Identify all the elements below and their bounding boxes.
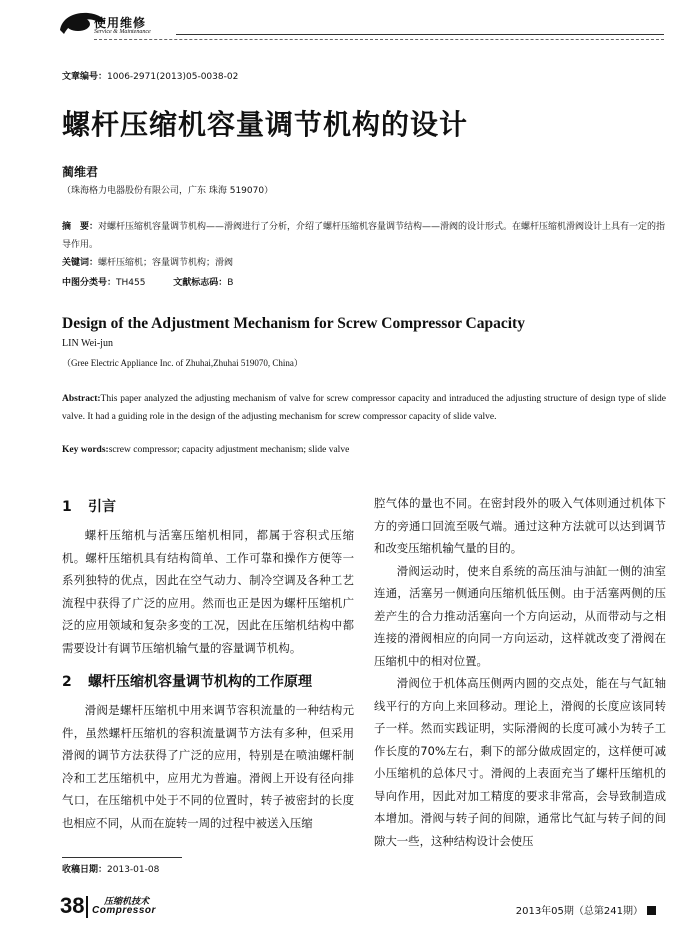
page-number: 38 <box>60 893 85 918</box>
body-column-left <box>62 492 354 834</box>
article-number: 文章编号：1006-2971(2013)05-0038-02 <box>62 72 239 82</box>
journal-logo-cn: 压缩机技术 <box>104 897 150 907</box>
paper-title-en: Design of the Adjustment Mechanism for Screw Compressor Capacity <box>62 315 525 332</box>
abstract-cn: 摘 要：对螺杆压缩机容量调节机构——滑阀进行了分析，介绍了螺杆压缩机容量调节结构——滑阀的设计形式。在螺杆压缩机滑阀设计上具有一定的指导作用。 <box>62 222 666 250</box>
section-2-paragraph-3: 滑阀位于机体高压侧两内圆的交点处，能在与气缸轴线平行的方向上来回移动。理论上，滑阀的长度应该同转子一样。然而实践证明，实际滑阀的长度可减小为转子工作长度的70%左右，剩下的部分做成固定的，这样便可减小压缩机的总体尺寸。滑阀的上表面充当了螺杆压缩机的导向作用，因此对加工精度的要求非常高，会导致制造成本增加。滑阀与转子间的间隙，通常比气缸与转子间的间隙大一些，这种结构设计会使压 <box>374 676 666 848</box>
column-title-cn: 使用维修 <box>94 16 147 30</box>
header-rule <box>176 34 664 35</box>
footer-separator <box>86 896 88 918</box>
keywords-cn: 关键词：螺杆压缩机；容量调节机构；滑阀 <box>62 258 234 268</box>
received-date: 收稿日期：2013-01-08 <box>62 865 160 875</box>
journal-logo-en: Compressor <box>92 905 156 916</box>
author-en: LIN Wei-jun <box>62 338 113 349</box>
column-title-en: Service & Maintenance <box>94 29 151 35</box>
footnote-rule <box>62 857 182 858</box>
abstract-en: Abstract:This paper analyzed the adjusting mechanism of valve for screw compressor capacity and intraduced the adjusting structure of design type of slide valve. It had a guiding role in the design of the adjusting mechanism for screw compressor capacity of slide valve. <box>62 394 666 422</box>
end-square-icon <box>647 906 656 915</box>
header-rule-dashed <box>94 39 664 40</box>
author-cn: 蔺维君 <box>62 165 99 179</box>
section-1-paragraph: 螺杆压缩机与活塞压缩机相同，都属于容积式压缩机。螺杆压缩机具有结构简单、工作可靠和操作方便等一系列独特的优点，因此在空气动力、制冷空调及各种工艺流程中获得了广泛的应用。然而也正是因为螺杆压缩机广泛的应用领域和复杂多变的工况，因此在压缩机结构中都需要设计有调节压缩机输气量的容量调节机构。 <box>62 528 354 655</box>
issue-info: 2013年05期（总第241期） <box>516 902 656 917</box>
journal-header <box>58 8 664 40</box>
paper-title-cn: 螺杆压缩机容量调节机构的设计 <box>62 108 469 141</box>
section-2-paragraph-1-start: 滑阀是螺杆压缩机中用来调节容积流量的一种结构元件，虽然螺杆压缩机的容积流量调节方法有多种，但采用滑阀的调节方法获得了广泛的应用，特别是在喷油螺杆制冷和工艺压缩机中，应用尤为普遍。滑阀上开设有径向排气口，在压缩机中处于不同的位置时，转子被密封的长度也相应不同，从而在旋转一周的过程中被送入压缩 <box>62 703 354 830</box>
affiliation-en: （Gree Electric Appliance Inc. of Zhuhai,Zhuhai 519070, China） <box>62 358 303 368</box>
keywords-en: Key words:screw compressor; capacity adjustment mechanism; slide valve <box>62 445 350 455</box>
classification-codes: 中图分类号：TH455 文献标志码：B <box>62 278 234 288</box>
affiliation-cn: （珠海格力电器股份有限公司，广东 珠海 519070） <box>62 186 274 196</box>
section-1-heading: 1 引言 <box>62 499 116 515</box>
section-2-paragraph-2: 滑阀运动时，使来自系统的高压油与油缸一侧的油室连通，活塞另一侧通向压缩机低压侧。由于活塞两侧的压差产生的合力推动活塞向一个方向运动，从而带动与之相连接的滑阀相应的向同一方向运动，这样就改变了滑阀在压缩机中的相对位置。 <box>374 563 666 668</box>
body-column-right <box>374 492 666 852</box>
section-2-heading: 2 螺杆压缩机容量调节机构的工作原理 <box>62 674 312 690</box>
section-2-paragraph-1-end: 腔气体的量也不同。在密封段外的吸入气体则通过机体下方的旁通口回流至吸气端。通过这种方法就可以达到调节和改变压缩机输气量的目的。 <box>374 496 666 555</box>
